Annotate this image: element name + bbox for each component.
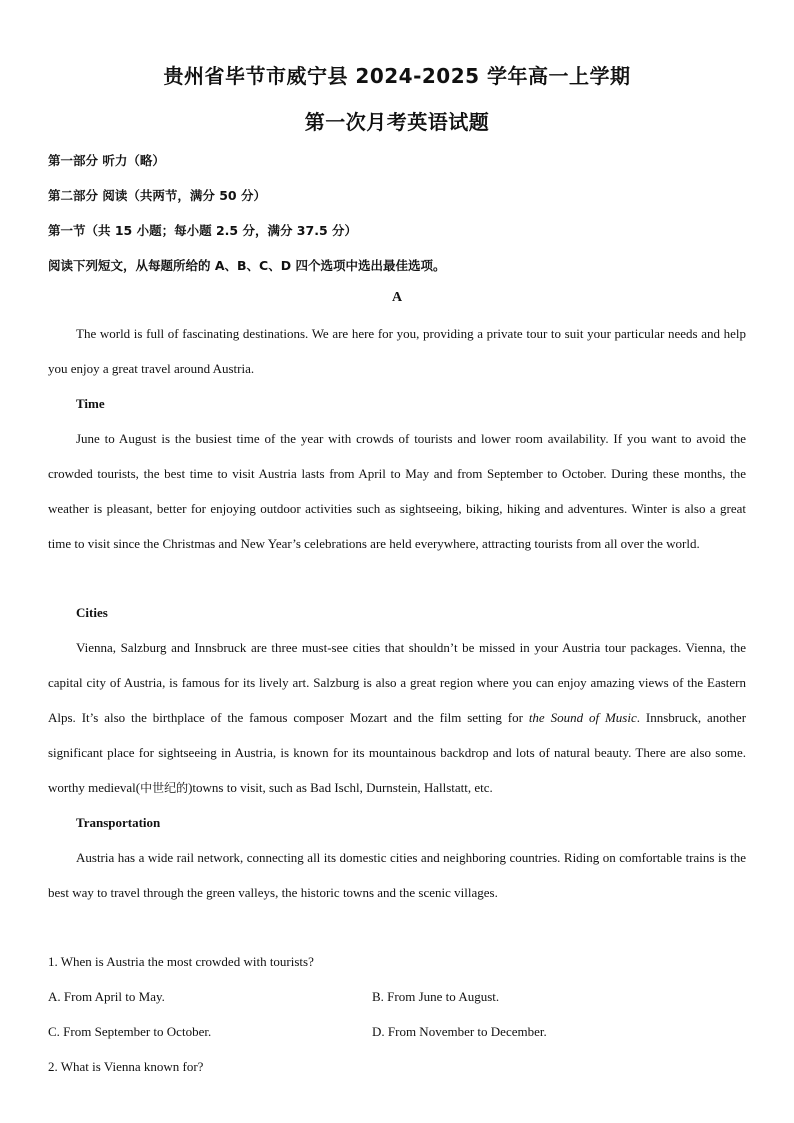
- instruction-text: 阅读下列短文，从每题所给的 A、B、C、D 四个选项中选出最佳选项。: [48, 258, 446, 273]
- cities-paragraph: [48, 630, 746, 806]
- part1-heading: 第一部分 听力（略）: [48, 153, 165, 168]
- exam-title-line2: 第一次月考英语试题: [304, 110, 490, 134]
- question-1-stem: 1. When is Austria the most crowded with tourists?: [48, 954, 314, 969]
- film-title: the Sound of Music: [528, 710, 637, 725]
- time-paragraph: June to August is the busiest time of the year with crowds of tourists and lower room availability. If you want to avoid the crowded tourists, the best time to visit Austria lasts from April to May and from September to October. During these months, the weather is pleasant, better for enjoying outdoor activities such as sightseeing, biking, hiking and adventures. Winter is also a great time to visit since the Christmas and New Year’s celebrations are held everywhere, attracting tourists from all over the world.: [48, 431, 746, 551]
- question-1-option-b: B. From June to August.: [372, 989, 500, 1004]
- cities-text-part1: Vienna, Salzburg and Innsbruck are three must-see cities that shouldn’t be missed in your Austria tour packages. Vienna, the capital city of Austria, is famous for its lively art. Salzburg is also a great region where you can enjoy amazing views of the Eastern Alps. It’s also the birthplace of the famous composer Mozart and the film setting for: [48, 640, 746, 725]
- time-heading: Time: [76, 396, 105, 411]
- part2-heading: 第二部分 阅读（共两节，满分 50 分）: [48, 188, 266, 203]
- exam-title-line1: 贵州省毕节市威宁县 2024-2025 学年高一上学期: [163, 64, 631, 88]
- question-1-option-c: C. From September to October.: [48, 1024, 212, 1039]
- passage-label: A: [391, 290, 403, 305]
- question-1-option-a: A. From April to May.: [48, 989, 165, 1004]
- intro-paragraph: The world is full of fascinating destinations. We are here for you, providing a private tour to suit your particular needs and help you enjoy a great travel around Austria.: [48, 326, 746, 376]
- question-2-stem: 2. What is Vienna known for?: [48, 1059, 204, 1074]
- cities-text-part3: )towns to visit, such as Bad Ischl, Durnstein, Hallstatt, etc.: [188, 780, 493, 795]
- transport-paragraph: Austria has a wide rail network, connecting all its domestic cities and neighboring countries. Riding on comfortable trains is the best way to travel through the green valleys, the historic towns and the scenic villages.: [48, 850, 746, 900]
- cities-heading: Cities: [76, 605, 108, 620]
- cities-text-part2: . Innsbruck, another significant place for sightseeing in Austria, is known for its mountainous backdrop and lots of natural beauty. There are also some. worthy medieval(: [48, 710, 747, 795]
- question-1-option-d: D. From November to December.: [372, 1024, 547, 1039]
- transport-heading: Transportation: [76, 815, 161, 830]
- chinese-gloss: 中世纪的: [140, 781, 189, 795]
- section1-heading: 第一节（共 15 小题；每小题 2.5 分，满分 37.5 分）: [48, 223, 357, 238]
